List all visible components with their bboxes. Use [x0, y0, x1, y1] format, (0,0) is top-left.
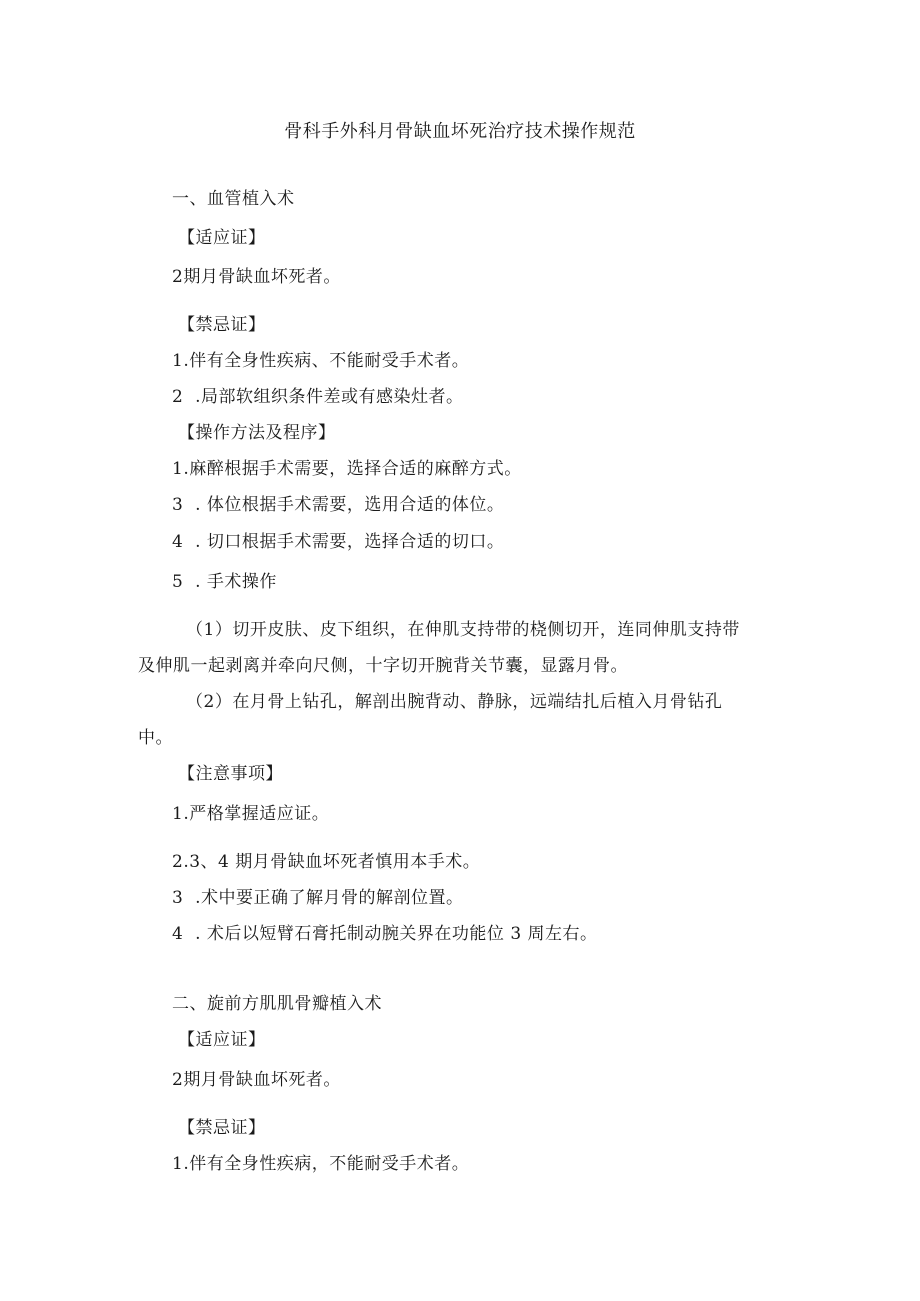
section-2-indications-heading: 【适应证】	[178, 1030, 266, 1050]
section-1-procedure-item-3: 3 . 体位根据手术需要，选用合适的体位。	[172, 495, 505, 515]
section-2-contraindication-item-1: 1.伴有全身性疾病，不能耐受手术者。	[172, 1154, 470, 1174]
section-1-step-2-line-1: （2）在月骨上钻孔，解剖出腕背动、静脉，远端结扎后植入月骨钻孔	[186, 692, 723, 712]
section-1-note-item-4: 4 . 术后以短臂石膏托制动腕关界在功能位 3 周左右。	[172, 924, 598, 944]
section-1-procedure-item-5: 5 . 手术操作	[172, 572, 277, 592]
section-1-contraindication-item-2: 2 .局部软组织条件差或有感染灶者。	[172, 387, 464, 407]
section-1-note-item-1: 1.严格掌握适应证。	[172, 804, 330, 824]
section-1-step-1-line-2: 及伸肌一起剥离并牵向尺侧，十字切开腕背关节囊，显露月骨。	[138, 656, 628, 676]
section-1-procedure-item-1: 1.麻醉根据手术需要，选择合适的麻醉方式。	[172, 459, 522, 479]
section-1-indication-item: 2期月骨缺血坏死者。	[172, 267, 341, 287]
section-1-notes-heading: 【注意事项】	[178, 764, 283, 784]
document-title: 骨科手外科月骨缺血坏死治疗技术操作规范	[284, 121, 636, 142]
section-2-heading: 二、旋前方肌肌骨瓣植入术	[172, 994, 382, 1014]
section-1-note-item-3: 3 .术中要正确了解月骨的解剖位置。	[172, 888, 464, 908]
section-1-contraindications-heading: 【禁忌证】	[178, 315, 266, 335]
section-1-step-1-line-1: （1）切开皮肤、皮下组织，在伸肌支持带的桡侧切开，连同伸肌支持带	[186, 620, 740, 640]
section-1-note-item-2: 2.3、4 期月骨缺血坏死者慎用本手术。	[172, 852, 481, 872]
section-1-indications-heading: 【适应证】	[178, 228, 266, 248]
section-1-procedure-heading: 【操作方法及程序】	[178, 423, 336, 443]
section-1-contraindication-item-1: 1.伴有全身性疾病、不能耐受手术者。	[172, 351, 470, 371]
section-1-heading: 一、血管植入术	[172, 189, 295, 209]
section-2-indication-item: 2期月骨缺血坏死者。	[172, 1070, 341, 1090]
section-1-step-2-line-2: 中。	[138, 728, 173, 748]
section-1-procedure-item-4: 4 . 切口根据手术需要，选择合适的切口。	[172, 532, 505, 552]
section-2-contraindications-heading: 【禁忌证】	[178, 1118, 266, 1138]
